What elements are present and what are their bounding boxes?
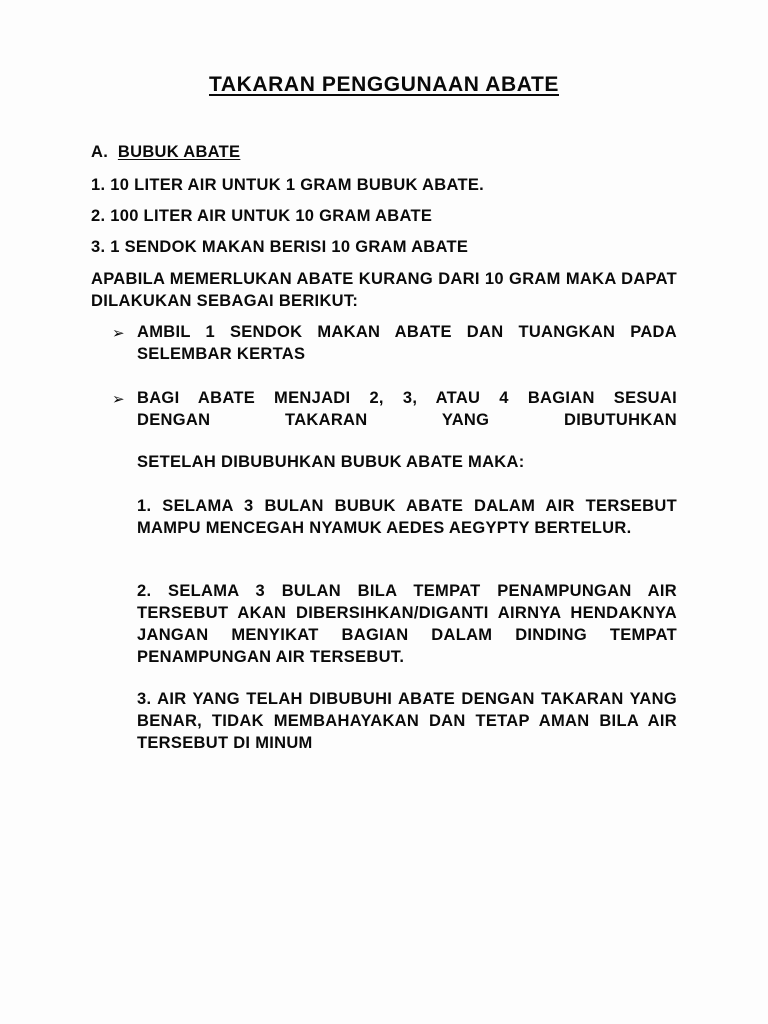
document-title xyxy=(0,73,768,97)
after-application-heading: SETELAH DIBUBUHKAN BUBUK ABATE MAKA: xyxy=(137,453,525,471)
section-a-marker: A. xyxy=(91,143,109,161)
dosage-item-3: 3. 1 SENDOK MAKAN BERISI 10 GRAM ABATE xyxy=(91,238,469,256)
intro-paragraph: APABILA MEMERLUKAN ABATE KURANG DARI 10 GRAM MAKA DAPAT DILAKUKAN SEBAGAI BERIKUT: xyxy=(91,270,677,310)
dosage-item-2: 2. 100 LITER AIR UNTUK 10 GRAM ABATE xyxy=(91,207,433,225)
arrow-bullet-icon: ➢ xyxy=(112,324,125,342)
bullet-item-1: AMBIL 1 SENDOK MAKAN ABATE DAN TUANGKAN PADA SELEMBAR KERTAS xyxy=(137,323,677,363)
bullet-item-2-line-1: BAGI ABATE MENJADI 2, 3, ATAU 4 BAGIAN SESUAI xyxy=(137,389,677,407)
bullet-item-2-line-2: DENGAN TAKARAN YANG DIBUTUHKAN xyxy=(137,411,677,429)
document-title-text: TAKARAN PENGGUNAAN ABATE xyxy=(209,73,559,96)
effect-item-2: 2. SELAMA 3 BULAN BILA TEMPAT PENAMPUNGAN AIR TERSEBUT AKAN DIBERSIHKAN/DIGANTI AIRNYA HENDAKNYA JANGAN MENYIKAT BAGIAN DALAM DINDING TEMPAT PENAMPUNGAN AIR TERSEBUT. xyxy=(137,582,677,666)
effect-item-1: 1. SELAMA 3 BULAN BUBUK ABATE DALAM AIR TERSEBUT MAMPU MENCEGAH NYAMUK AEDES AEGYPTY BERTELUR. xyxy=(137,497,677,537)
section-a-heading xyxy=(91,143,240,162)
arrow-bullet-icon: ➢ xyxy=(112,390,125,408)
section-a-title: BUBUK ABATE xyxy=(117,143,241,161)
effect-item-3: 3. AIR YANG TELAH DIBUBUHI ABATE DENGAN TAKARAN YANG BENAR, TIDAK MEMBAHAYAKAN DAN TETAP AMAN BILA AIR TERSEBUT DI MINUM xyxy=(137,690,677,752)
dosage-item-1: 1. 10 LITER AIR UNTUK 1 GRAM BUBUK ABATE. xyxy=(91,176,485,194)
